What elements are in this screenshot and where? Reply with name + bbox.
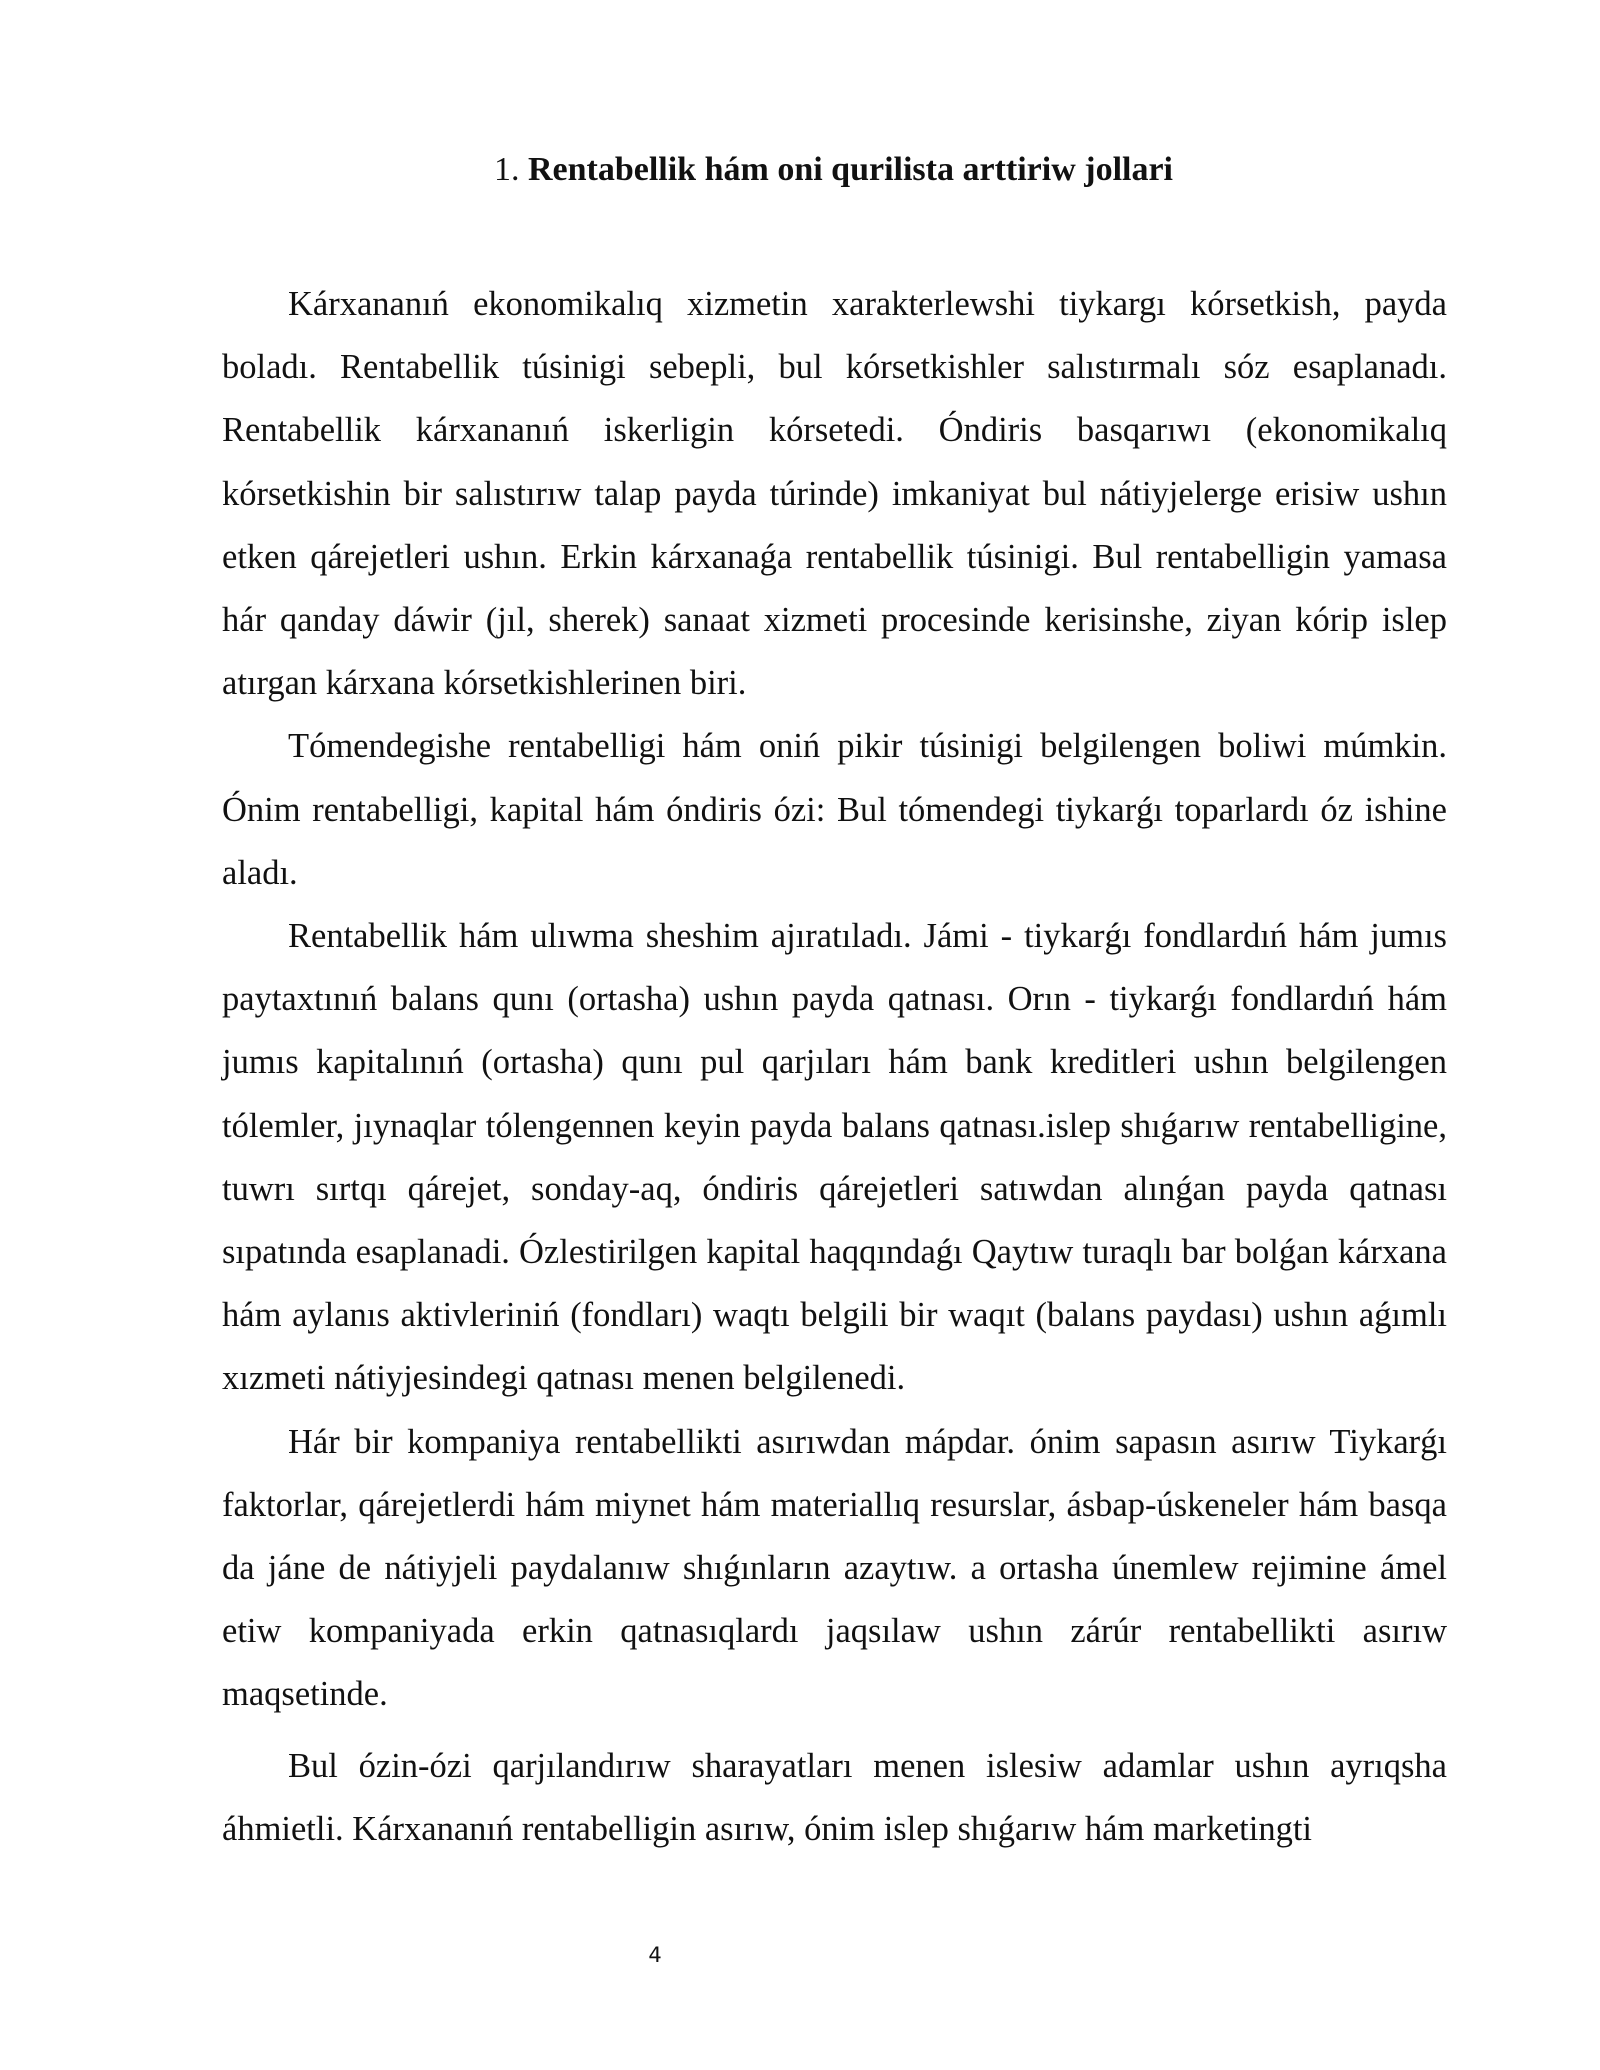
paragraph: Rentabellik hám ulıwma sheshim ajıratıladı. Jámi - tiykarǵı fondlardıń hám jumıs paytaxtınıń balans qunı (ortasha) ushın payda qatnası. Orın - tiykarǵı fondlardıń hám jumıs kapitalınıń (ortasha) qunı pul qarjıları hám bank kreditleri ushın belgilengen tólemler, jıynaqlar tólengennen keyin payda balans qatnası.islep shıǵarıw rentabelligine, tuwrı sırtqı qárejet, sonday-aq, óndiris qárejetleri satıwdan alınǵan payda qatnası sıpatında esaplanadi. Ózlestirilgen kapital haqqındaǵı Qaytıw turaqlı bar bolǵan kárxana hám aylanıs aktivleriniń (fondları) waqtı belgili bir waqıt (balans paydası) ushın aǵımlı xızmeti nátiyjesindegi qatnası menen belgilenedi.: [222, 917, 1447, 1398]
section-title: Rentabellik hám oni qurilista arttiriw jollari: [527, 151, 1174, 188]
paragraph: Hár bir kompaniya rentabellikti asırıwdan mápdar. ónim sapasın asırıw Tiykarǵı faktorlar, qárejetlerdi hám miynet hám materiallıq resurslar, ásbap-úskeneler hám basqa da jáne de nátiyjeli paydalanıw shıǵınların azaytıw. a ortasha únemlew rejimine ámel etiw kompaniyada erkin qatnasıqlardı jaqsılaw ushın zárúr rentabellikti asırıw maqsetinde.: [222, 1422, 1447, 1714]
paragraph: Bul ózin-ózi qarjılandırıw sharayatları menen islesiw adamlar ushın ayrıqsha áhmietli. Kárxananıń rentabelligin asırıw, ónim islep shıǵarıw hám marketingti: [222, 1746, 1447, 1848]
section-number: 1.: [493, 151, 520, 188]
paragraph: Kárxananıń ekonomikalıq xizmetin xarakterlewshi tiykargı kórsetkish, payda boladı. Rentabellik túsinigi sebepli, bul kórsetkishler salıstırmalı sóz esaplanadı. Rentabellik kárxananıń iskerligin kórsetedi. Óndiris basqarıwı (ekonomikalıq kórsetkishin bir salıstırıw talap payda túrinde) imkaniyat bul nátiyjelerge erisiw ushın etken qárejetleri ushın. Erkin kárxanaǵa rentabellik túsinigi. Bul rentabelligin yamasa hár qanday dáwir (jıl, sherek) sanaat xizmeti procesinde kerisinshe, ziyan kórip islep atırgan kárxana kórsetkishlerinen biri.: [222, 285, 1447, 703]
section-heading: [220, 150, 1447, 190]
paragraph: Tómendegishe rentabelligi hám oniń pikir túsinigi belgilengen boliwi múmkin. Ónim rentabelligi, kapital hám óndiris ózi: Bul tómendegi tiykarǵı toparlardı óz ishine aladı.: [222, 727, 1447, 892]
body-text: [222, 273, 1447, 1861]
page-number: 4: [648, 1943, 662, 1967]
